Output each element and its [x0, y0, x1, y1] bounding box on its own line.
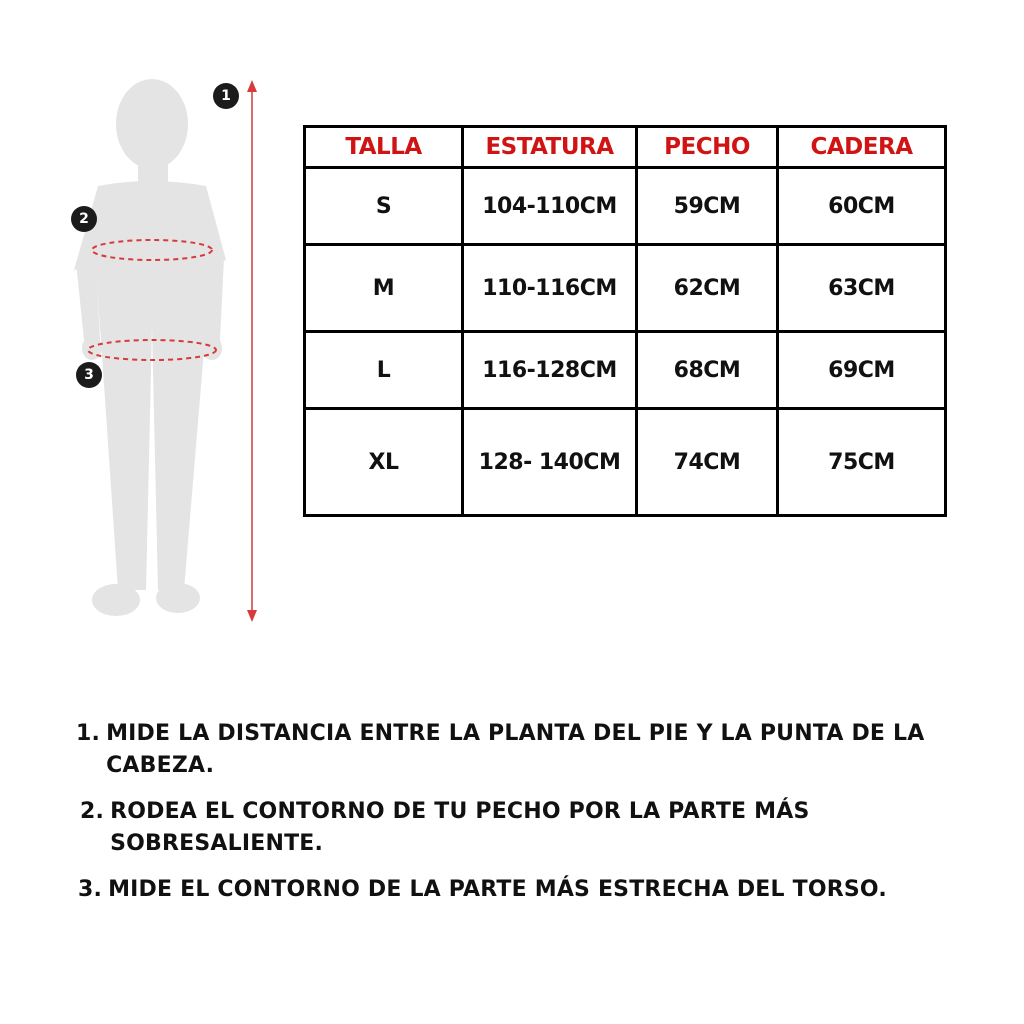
marker-3: 3	[76, 362, 102, 388]
cell-estatura: 104-110CM	[463, 168, 637, 245]
cell-cadera: 75CM	[778, 409, 946, 516]
cell-cadera: 60CM	[778, 168, 946, 245]
cell-talla: S	[305, 168, 463, 245]
cell-pecho: 62CM	[637, 245, 778, 332]
table-row	[305, 168, 946, 245]
cell-estatura: 110-116CM	[463, 245, 637, 332]
header-cadera: CADERA	[778, 127, 946, 168]
header-estatura: ESTATURA	[463, 127, 637, 168]
instruction-text: MIDE LA DISTANCIA ENTRE LA PLANTA DEL PIE Y LA PUNTA DE LA CABEZA.	[106, 721, 925, 778]
instruction-number: 3.	[78, 877, 103, 902]
cell-pecho: 59CM	[637, 168, 778, 245]
marker-1: 1	[213, 83, 239, 109]
height-measure-line	[247, 80, 257, 622]
cell-talla: XL	[305, 409, 463, 516]
table-row	[305, 245, 946, 332]
table-header-row	[305, 127, 946, 168]
instruction-item	[76, 796, 956, 860]
instruction-number: 2.	[80, 799, 105, 824]
cell-cadera: 63CM	[778, 245, 946, 332]
instruction-text: MIDE EL CONTORNO DE LA PARTE MÁS ESTRECHA DEL TORSO.	[108, 877, 887, 902]
measurement-instructions	[76, 718, 956, 920]
cell-estatura: 116-128CM	[463, 332, 637, 409]
instruction-item	[76, 874, 956, 906]
instruction-text: RODEA EL CONTORNO DE TU PECHO POR LA PARTE MÁS SOBRESALIENTE.	[110, 799, 810, 856]
child-silhouette	[74, 79, 226, 616]
cell-pecho: 68CM	[637, 332, 778, 409]
table-row	[305, 332, 946, 409]
marker-2: 2	[71, 206, 97, 232]
header-pecho: PECHO	[637, 127, 778, 168]
instruction-item	[76, 718, 956, 782]
table-row	[305, 409, 946, 516]
header-talla: TALLA	[305, 127, 463, 168]
cell-talla: L	[305, 332, 463, 409]
instruction-number: 1.	[76, 721, 101, 746]
child-silhouette-illustration	[0, 0, 300, 640]
cell-pecho: 74CM	[637, 409, 778, 516]
cell-talla: M	[305, 245, 463, 332]
size-chart-table	[303, 125, 947, 517]
cell-cadera: 69CM	[778, 332, 946, 409]
cell-estatura: 128- 140CM	[463, 409, 637, 516]
